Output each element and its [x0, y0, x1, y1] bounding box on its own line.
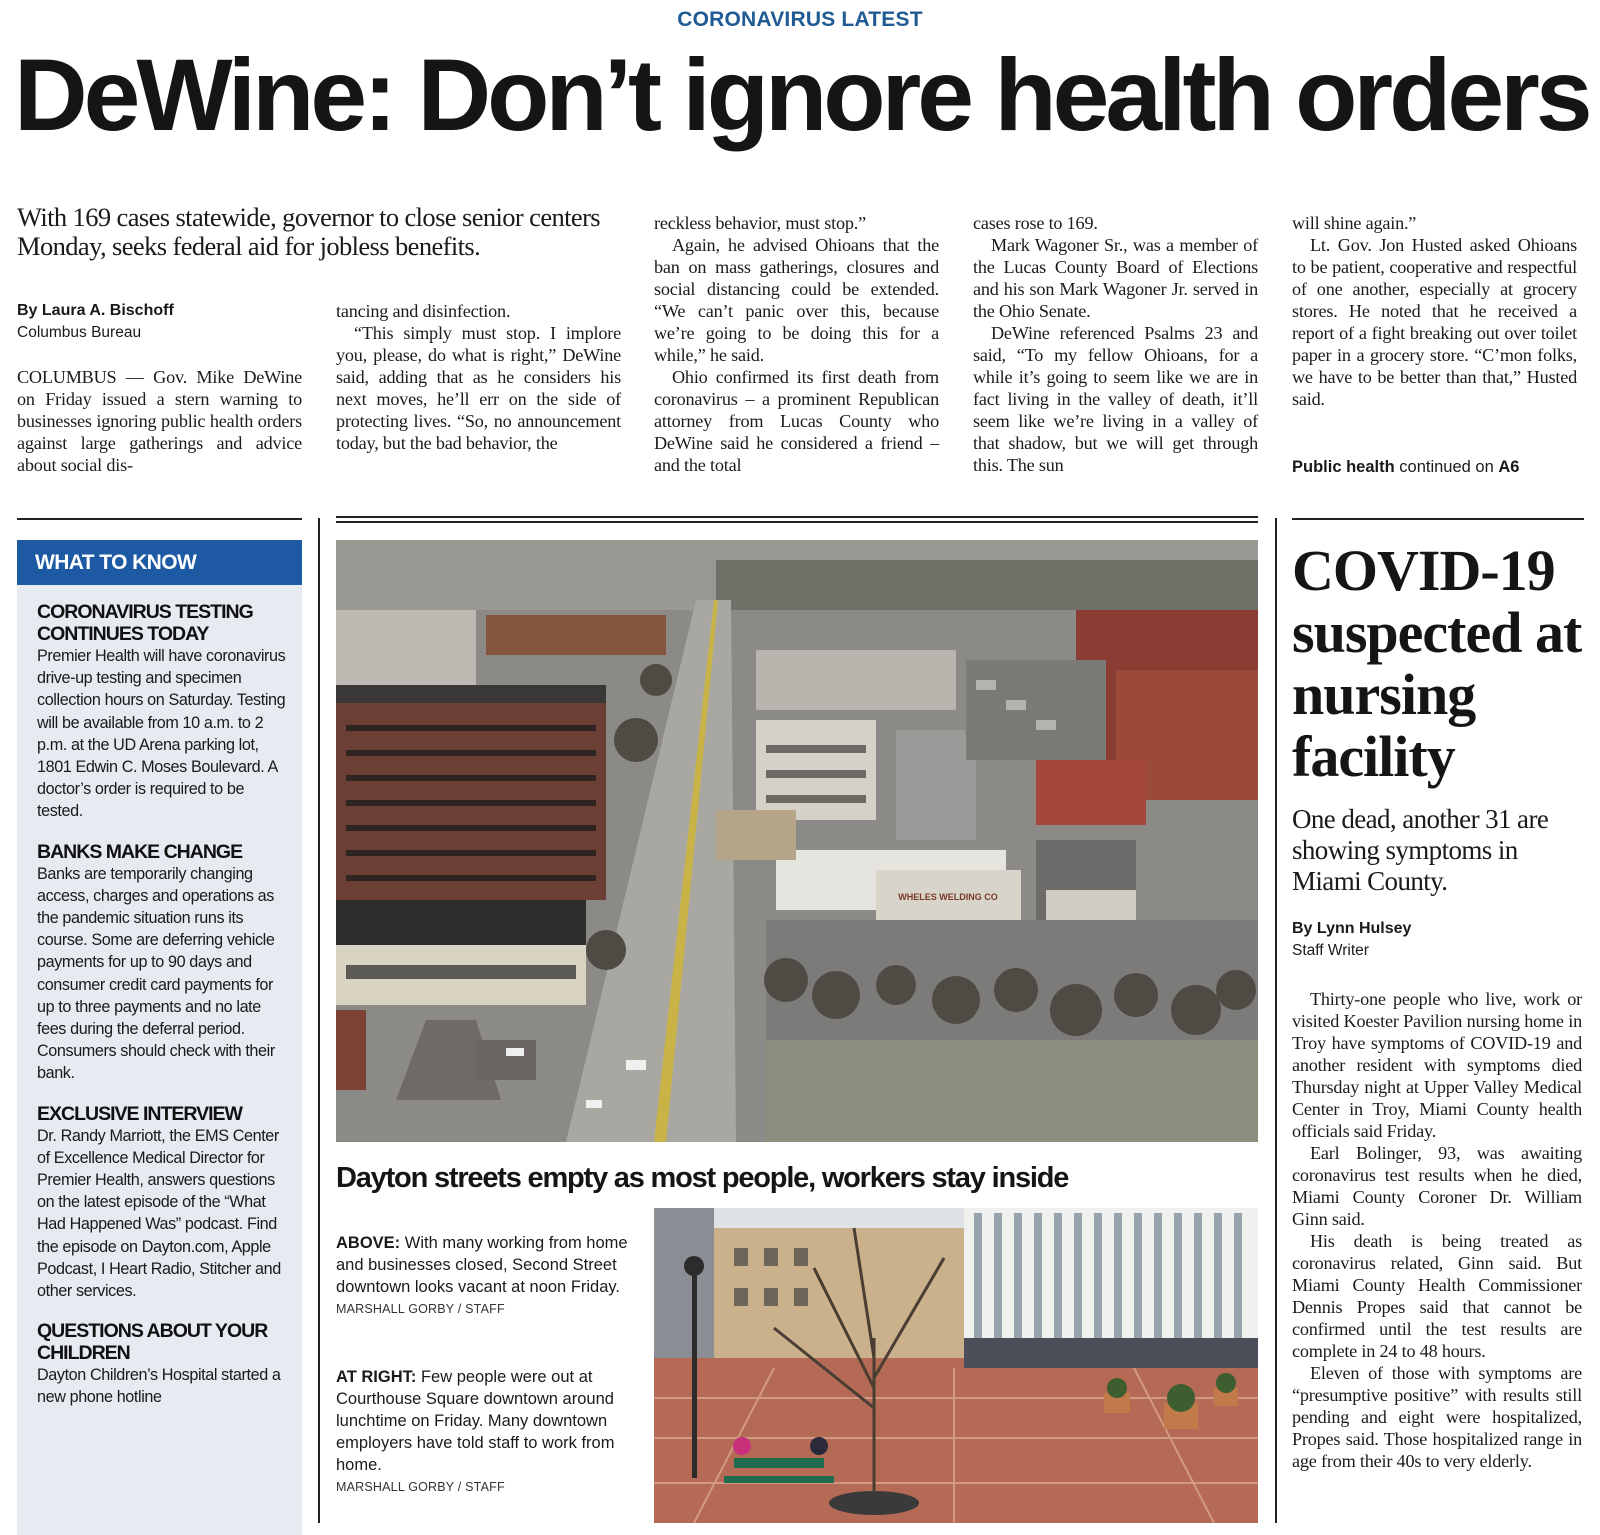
- welding-sign: WHELES WELDING CO: [898, 892, 998, 902]
- main-story-column-3: [654, 212, 939, 476]
- photo-credit: MARSHALL GORBY / STAFF: [336, 1302, 505, 1316]
- article-paragraph: Again, he advised Ohioans that the ban on mass gatherings, closures and social distancing could be extended. “We can’t panic over this, because we’re going to be doing this for a while,” he said.: [654, 235, 939, 365]
- article-paragraph: tancing and disinfection.: [336, 301, 511, 321]
- column-rule: [1292, 518, 1584, 520]
- caption-at-right: [336, 1366, 636, 1494]
- sidebar-item-text: Dayton Children’s Hospital started a new phone hotline: [37, 1366, 281, 1407]
- photo-headline: Dayton streets empty as most people, workers stay inside: [336, 1162, 1069, 1194]
- jump-text: continued on: [1394, 458, 1499, 476]
- article-paragraph: DeWine referenced Psalms 23 and said, “To my fellow Ohioans, for a while it’s going to seem like we are in fact living in the valley of death, it’ll seem like we’re living in a valley of that shadow, but we will get through this. The sun: [973, 323, 1258, 475]
- sidebar-item-text: Banks are temporarily changing access, charges and operations as the pandemic situation runs its course. Some are deferring vehicle payments for up to 90 days and consumer credit card payments for up to three payments and no late fees during the deferral period. Consumers should check with their bank.: [37, 864, 275, 1083]
- article-paragraph: reckless behavior, must stop.”: [654, 213, 866, 233]
- second-story-deck: One dead, another 31 are showing symptoms in Miami County.: [1292, 804, 1549, 896]
- section-kicker: CORONAVIRUS LATEST: [677, 8, 923, 31]
- second-story-headline: COVID-19 suspected at nursing facility: [1292, 538, 1582, 789]
- caption-label: AT RIGHT:: [336, 1368, 417, 1386]
- sidebar-item-title: CORONAVIRUS TESTING CONTINUES TODAY: [37, 601, 253, 645]
- column-rule: [336, 516, 1258, 518]
- main-story-column-1: [17, 366, 302, 476]
- caption-text: With many working from home and businesses closed, Second Street downtown looks vacant at noon Friday.: [336, 1234, 628, 1296]
- sidebar-item: [37, 1320, 292, 1408]
- sidebar-item-text: Premier Health will have coronavirus drive-up testing and specimen collection hours on Saturday. Testing will be available from 10 a.m. to 2 p.m. at the UD Arena parking lot, 1801 Edwin C. Moses Boulevard. A doctor’s order is required to be tested.: [37, 647, 286, 821]
- article-paragraph: Thirty-one people who live, work or visited Koester Pavilion nursing home in Troy have symptoms of COVID-19 and another resident with symptoms died Thursday night at Upper Valley Medical Center in Troy, Miami County health officials said Friday.: [1292, 989, 1582, 1141]
- jump-label: Public health: [1292, 458, 1395, 476]
- sidebar-item: [37, 1103, 292, 1303]
- photo-credit: MARSHALL GORBY / STAFF: [336, 1480, 505, 1494]
- sidebar-title: WHAT TO KNOW: [17, 540, 302, 585]
- main-story-column-5: [1292, 212, 1577, 410]
- story-jump-line[interactable]: [1292, 458, 1582, 477]
- courthouse-square-photo: [654, 1208, 1258, 1523]
- article-paragraph: His death is being treated as coronavirus related, Ginn said. But Miami County Health Commissioner Dennis Propes said that cannot be confirmed until the test results are complete in 24 to 48 hours.: [1292, 1231, 1582, 1361]
- column-rule: [336, 521, 1258, 523]
- sidebar-item: [37, 601, 292, 823]
- byline-role: Staff Writer: [1292, 942, 1369, 959]
- sidebar-item-text: Dr. Randy Marriott, the EMS Center of Excellence Medical Director for Premier Health, answers questions on the latest episode of the “What Had Happened Was” podcast. Find the episode on Dayton.com, Apple Podcast, I Heart Radio, Stitcher and other services.: [37, 1126, 281, 1301]
- main-story-deck: With 169 cases statewide, governor to close senior centers Monday, seeks federal aid for jobless benefits.: [17, 202, 601, 261]
- byline-name: By Lynn Hulsey: [1292, 920, 1412, 937]
- vertical-divider: [1275, 518, 1277, 1523]
- main-story-column-4: [973, 212, 1258, 476]
- article-paragraph: will shine again.”: [1292, 213, 1417, 233]
- article-paragraph: Ohio confirmed its first death from coronavirus – a prominent Republican attorney from Lucas County who DeWine said he considered a friend – and the total: [654, 367, 939, 475]
- second-story-body: [1292, 988, 1582, 1472]
- sidebar-item-title: BANKS MAKE CHANGE: [37, 840, 243, 863]
- vertical-divider: [318, 518, 320, 1523]
- sidebar-item-title: EXCLUSIVE INTERVIEW: [37, 1102, 242, 1125]
- aerial-street-photo: [336, 540, 1258, 1142]
- main-byline: [17, 302, 302, 342]
- byline-bureau: Columbus Bureau: [17, 324, 142, 341]
- main-story-column-2: [336, 300, 621, 454]
- sidebar-item: [37, 841, 292, 1085]
- second-story-byline: [1292, 920, 1582, 960]
- byline-name: By Laura A. Bischoff: [17, 302, 174, 319]
- article-paragraph: cases rose to 169.: [973, 213, 1098, 233]
- article-paragraph: COLUMBUS — Gov. Mike DeWine on Friday issued a stern warning to businesses ignoring public health orders against large gatherings and advice about social dis-: [17, 367, 302, 475]
- article-paragraph: “This simply must stop. I implore you, please, do what is right,” DeWine said, adding that as he considers his next moves, he’ll err on the side of protecting lives. “So, no announcement today, but the bad behavior, the: [336, 323, 621, 453]
- article-paragraph: Earl Bolinger, 93, was awaiting coronavirus test results when he died, Miami County Coroner Dr. William Ginn said.: [1292, 1143, 1582, 1229]
- article-paragraph: Eleven of those with symptoms are “presumptive positive” with results still pending and eight were hospitalized, Propes said. Those hospitalized range in age from their 40s to very elderly.: [1292, 1363, 1582, 1471]
- caption-label: ABOVE:: [336, 1234, 401, 1252]
- what-to-know-sidebar: [17, 540, 302, 1535]
- main-headline: DeWine: Don’t ignore health orders: [14, 38, 1589, 152]
- column-rule: [17, 518, 302, 520]
- caption-above: [336, 1232, 636, 1316]
- jump-page: A6: [1498, 458, 1520, 476]
- caption-text: Few people were out at Courthouse Square downtown around lunchtime on Friday. Many downtown employers have told staff to work from home.: [336, 1368, 615, 1474]
- article-paragraph: Mark Wagoner Sr., was a member of the Lucas County Board of Elections and his son Mark Wagoner Jr. served in the Ohio Senate.: [973, 235, 1258, 321]
- sidebar-item-title: QUESTIONS ABOUT YOUR CHILDREN: [37, 1320, 268, 1365]
- article-paragraph: Lt. Gov. Jon Husted asked Ohioans to be patient, cooperative and respectful of one another, especially at grocery stores. He noted that he received a report of a fight breaking out over toilet paper in a grocery store. “C’mon folks, we have to be better than that,” Husted said.: [1292, 235, 1577, 409]
